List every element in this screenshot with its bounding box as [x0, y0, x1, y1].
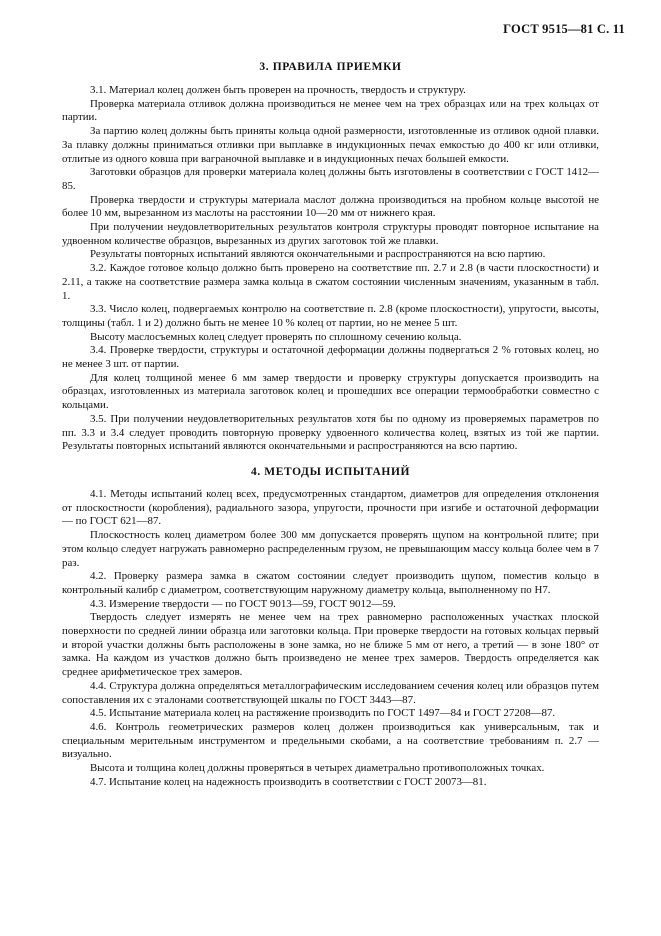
paragraph: 4.6. Контроль геометрических размеров колец должен производиться как универсальным, так и специальным мерительным инструментом и предельными скобами, а на соответствие требованиям п. 2.7 — визуально.: [62, 720, 599, 761]
paragraph: 3.3. Число колец, подвергаемых контролю на соответствие п. 2.8 (кроме плоскостности), упругости, высоты, толщины (табл. 1 и 2) должно быть не менее 10 % колец от партии, но не менее 5 шт.: [62, 303, 599, 329]
paragraph: Высоту маслосъемных колец следует проверять по сплошному сечению кольца.: [90, 330, 462, 343]
paragraph: 4.3. Измерение твердости — по ГОСТ 9013—59, ГОСТ 9012—59.: [90, 597, 396, 610]
section-4-body: [62, 488, 599, 789]
paragraph: 4.1. Методы испытаний колец всех, предусмотренных стандартом, диаметров для определения отклонения от плоскостности (коробления), радиального зазора, упругости, прочности при изгибе и остаточной деформации — по ГОСТ 621—87.: [62, 487, 599, 528]
paragraph: Плоскостность колец диаметром более 300 мм допускается проверять щупом на контрольной плите; при этом кольцо следует нагружать равномерно распределенным грузом, не превышающим массу кольца более чем в 7 раз.: [62, 529, 599, 569]
paragraph: 3.4. Проверке твердости, структуры и остаточной деформации должны подвергаться 2 % готовых колец, но не менее 3 шт. от партии.: [62, 344, 599, 371]
section-3-title: 3. ПРАВИЛА ПРИЕМКИ: [259, 61, 402, 73]
paragraph: Твердость следует измерять не менее чем на трех равномерно расположенных участках плоской поверхности по средней линии образца или заготовки кольца. При проверке твердости на готовых кольцах первый и второй участки должны быть расположены в зоне замка, но не ближе 5 мм от него, а третий — в зоне 180° от замка. На каждом из участков должно быть произведено не менее трех замеров. Твердость определяется как среднее арифметическое трех замеров.: [62, 611, 599, 679]
document-body: [62, 60, 599, 789]
paragraph: Заготовки образцов для проверки материала колец должны быть изготовлены в соответствии с ГОСТ 1412—85.: [62, 166, 599, 192]
paragraph: 3.2. Каждое готовое кольцо должно быть проверено на соответствие пп. 2.7 и 2.8 (в части плоскостности) и 2.11, а также на соответствие размера замка кольца в сжатом состоянии численным значениям, указанным в табл. 1.: [62, 262, 599, 302]
paragraph: 4.5. Испытание материала колец на растяжение производить по ГОСТ 1497—84 и ГОСТ 27208—87.: [90, 707, 556, 720]
paragraph: За партию колец должны быть приняты кольца одной размерности, изготовленные из отливок одной плавки. За плавку должны приниматься отливки при выплавке в индукционных печах емкостью до 400 кг или отливки, отлитые из одного ковша при ваграночной выплавке и в индукционных печах большей емкости.: [62, 125, 599, 165]
section-3-body: [62, 84, 599, 454]
paragraph: Для колец толщиной менее 6 мм замер твердости и проверку структуры допускается производить на образцах, изготовленных из материала заготовок колец и прошедших все операции термообработки совместно с кольцами.: [62, 371, 599, 412]
paragraph: Результаты повторных испытаний являются окончательными и распространяются на всю партию.: [90, 248, 546, 261]
paragraph: Проверка твердости и структуры материала маслот должна производиться на пробном кольце высотой не более 10 мм, вырезанном из маслоты на расстоянии 10—20 мм от нижнего края.: [62, 193, 599, 220]
paragraph: При получении неудовлетворительных результатов контроля структуры проводят повторное испытание на удвоенном количестве образцов, вырезанных из других заготовок той же плавки.: [62, 221, 599, 247]
section-4-title: 4. МЕТОДЫ ИСПЫТАНИЙ: [250, 465, 411, 478]
page-header: ГОСТ 9515—81 С. 11: [503, 22, 625, 36]
paragraph: 3.5. При получении неудовлетворительных результатов хотя бы по одному из проверяемых параметров по пп. 3.3 и 3.4 следует проводить повторную проверку удвоенного количества колец, взятых из той же партии. Результаты повторных испытаний являются окончательными и распространяются на всю партию.: [62, 412, 599, 453]
paragraph: 3.1. Материал колец должен быть проверен на прочность, твердость и структуру.: [90, 84, 466, 96]
paragraph: 4.2. Проверку размера замка в сжатом состоянии следует производить щупом, поместив кольцо в контрольный калибр с диаметром, соответствующим наружному диаметру кольца, выполненному по Н7.: [62, 570, 599, 596]
paragraph: Проверка материала отливок должна производиться не менее чем на трех образцах или на трех кольцах от партии.: [62, 97, 599, 124]
paragraph: 4.4. Структура должна определяться металлографическим исследованием сечения колец или образцов путем сопоставления их с эталонами соответствующей шкалы по ГОСТ 3443—87.: [62, 679, 599, 706]
paragraph: 4.7. Испытание колец на надежность производить в соответствии с ГОСТ 20073—81.: [90, 775, 487, 788]
paragraph: Высота и толщина колец должны проверяться в четырех диаметрально противоположных точках.: [90, 762, 545, 775]
